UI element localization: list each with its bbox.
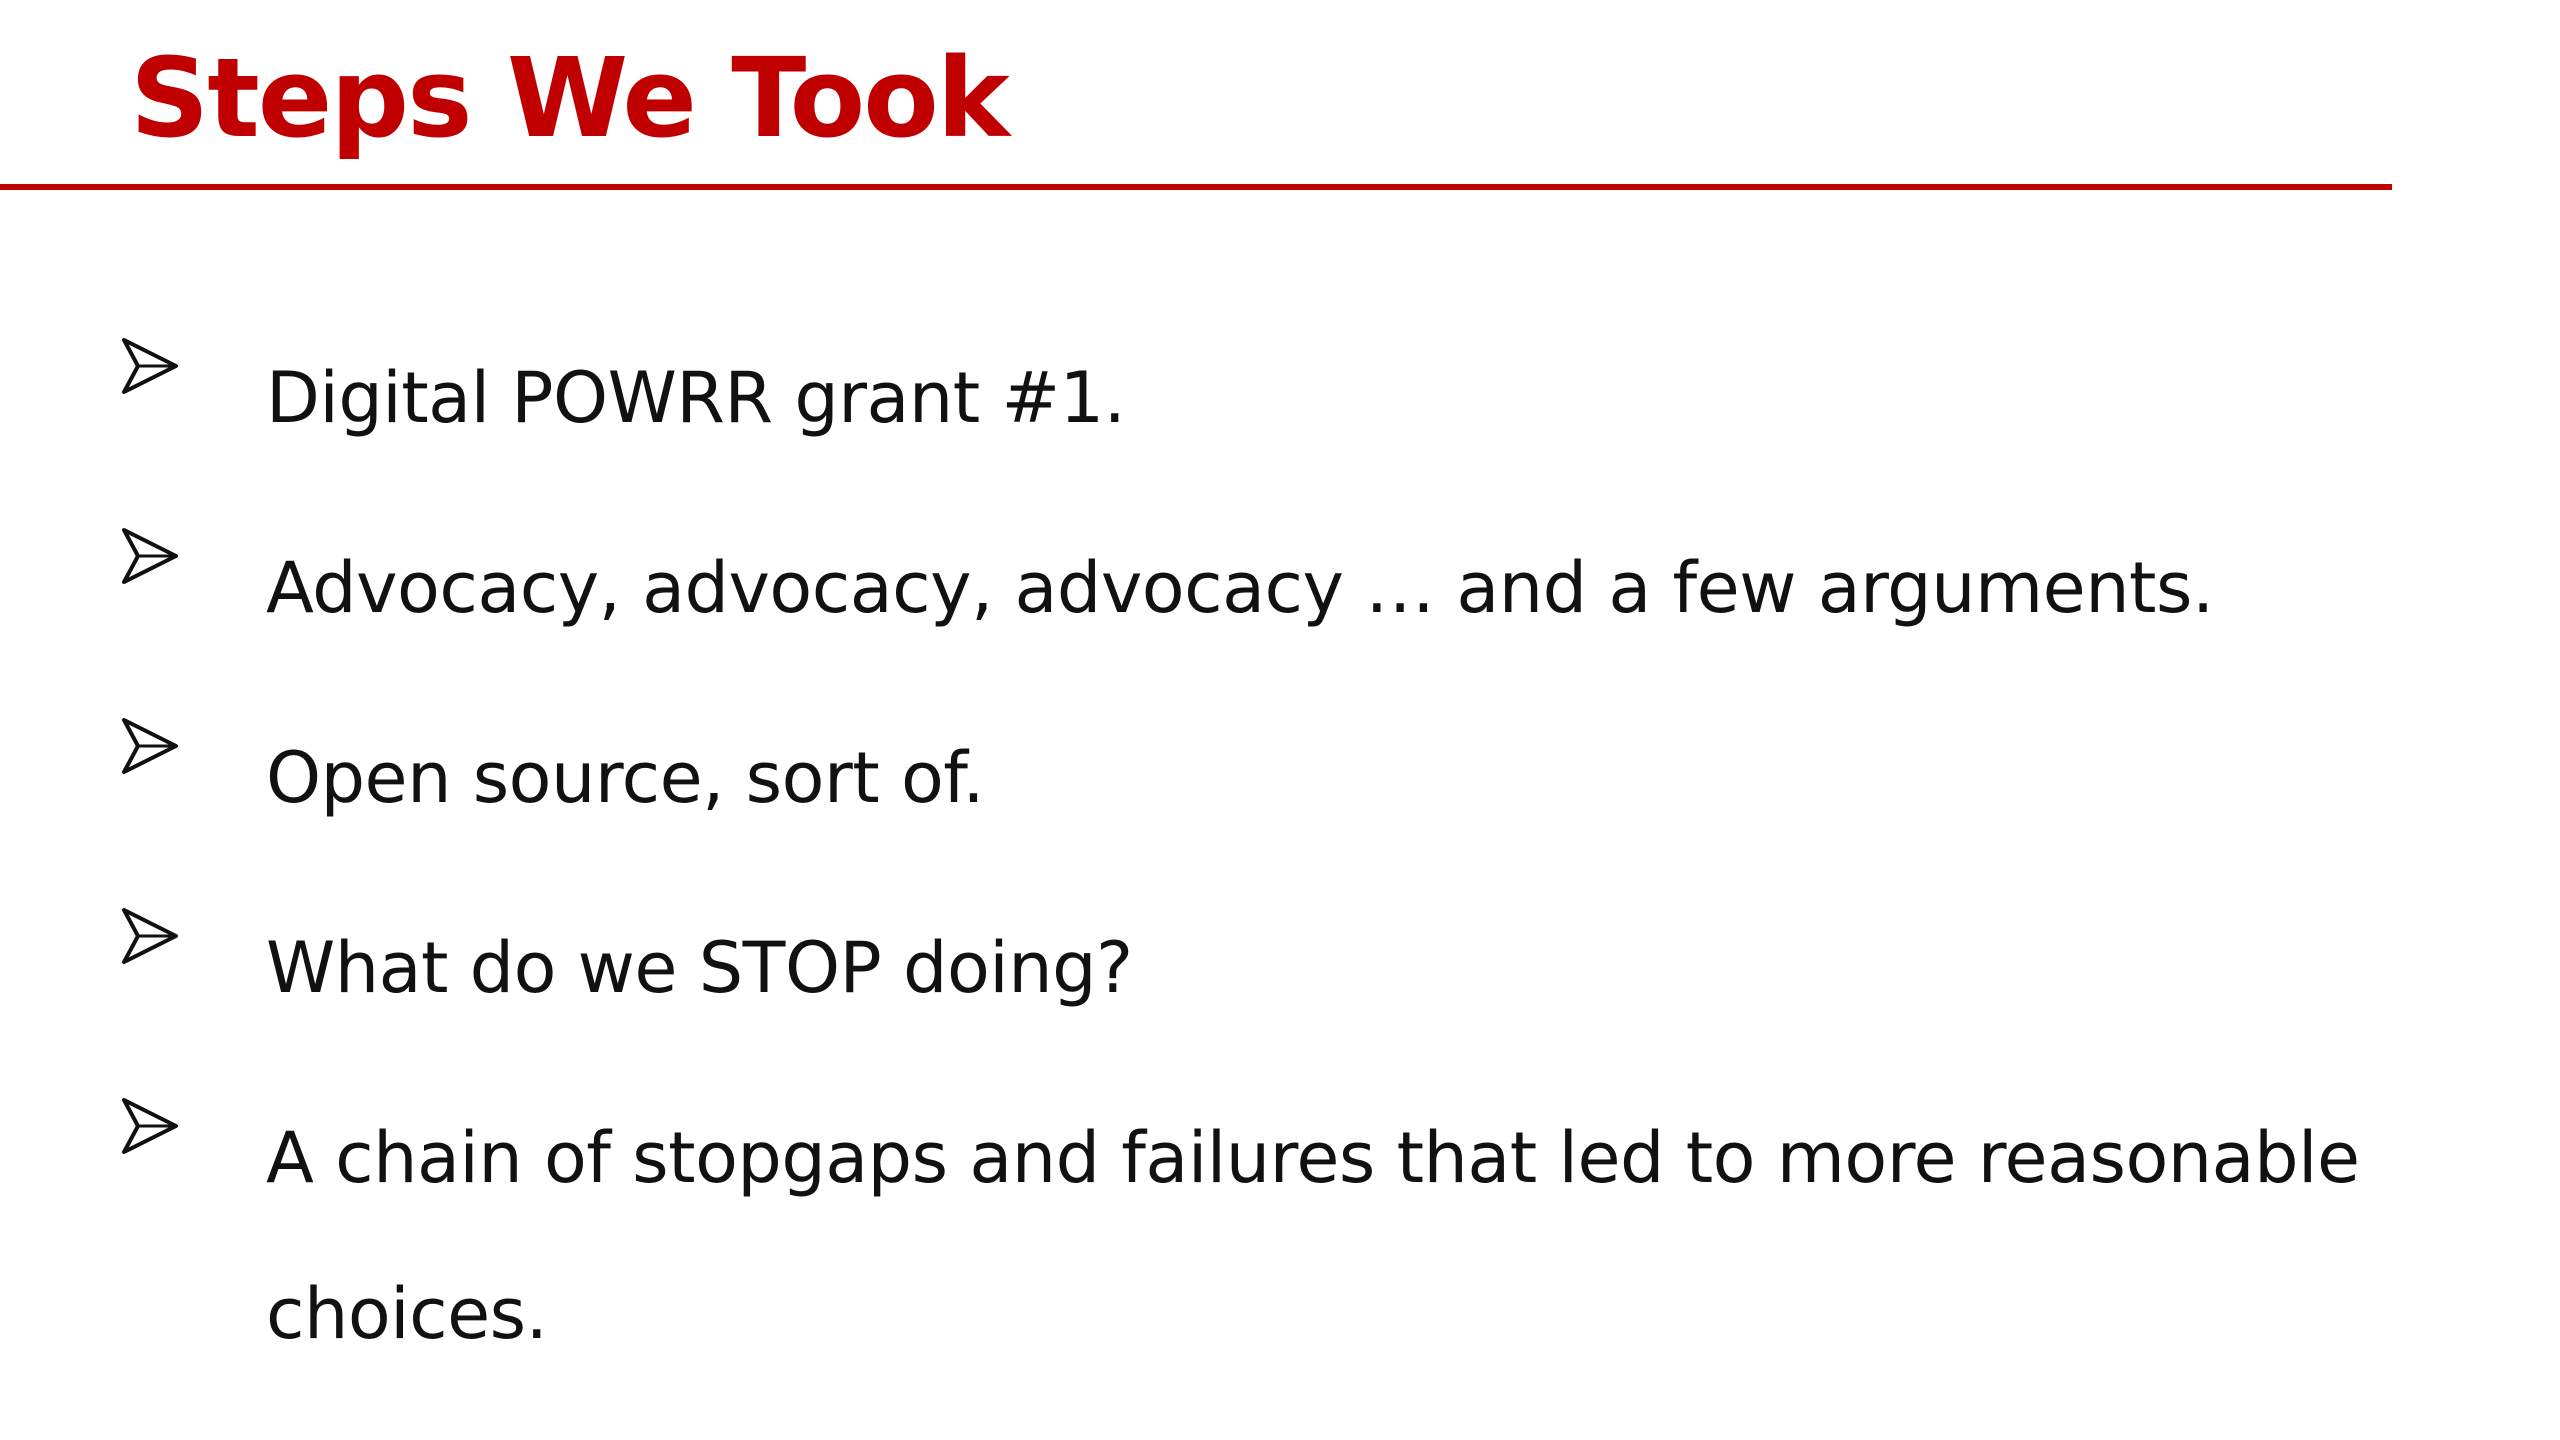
bullet-text: What do we STOP doing?: [266, 927, 1133, 1009]
arrow-bullet-icon: [120, 906, 180, 966]
arrow-bullet-icon: [120, 526, 180, 586]
bullet-item: [120, 516, 2420, 636]
arrow-bullet-icon: [120, 1096, 180, 1156]
bullet-item: [120, 896, 2420, 1016]
slide-title: Steps We Took: [130, 34, 1008, 162]
arrow-bullet-icon: [120, 716, 180, 776]
arrow-bullet-icon: [120, 336, 180, 396]
bullet-item: [120, 1086, 2420, 1355]
bullet-item: [120, 706, 2420, 826]
bullet-text: Open source, sort of.: [266, 737, 985, 819]
title-underline: [0, 184, 2392, 190]
bullet-text: Digital POWRR grant #1.: [266, 357, 1126, 439]
bullet-text: Advocacy, advocacy, advocacy … and a few arguments.: [266, 547, 2214, 629]
bullet-text: A chain of stopgaps and failures that led to more reasonable choices.: [266, 1117, 2360, 1355]
bullet-item: [120, 326, 2420, 446]
